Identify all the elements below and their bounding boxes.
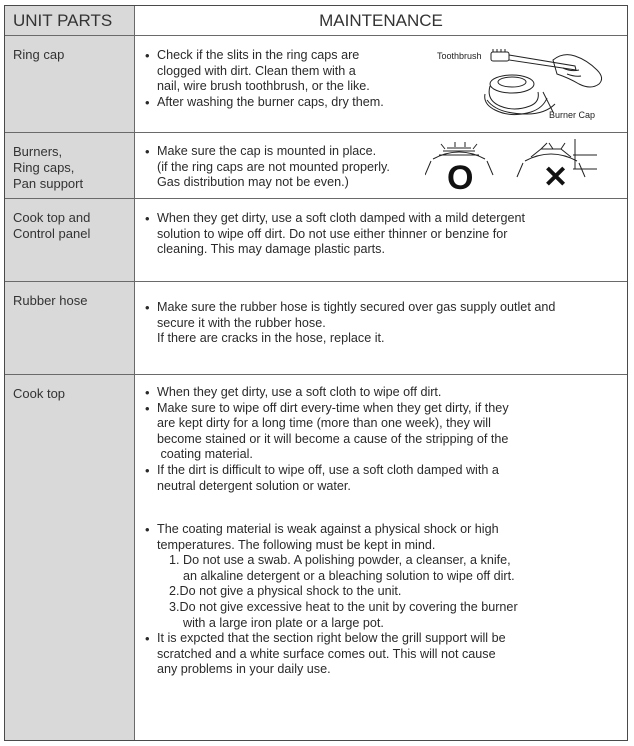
part-label: Cook top and <box>13 210 91 225</box>
maintenance-rubber-hose <box>135 282 627 375</box>
rubber-hose-list <box>141 300 625 347</box>
maintenance-cook-top-control-panel <box>135 199 627 282</box>
numbered-item <box>169 553 621 584</box>
maintenance-cook-top <box>135 375 627 740</box>
part-label: Burners, <box>13 144 63 159</box>
maintenance-ring-cap <box>135 36 627 133</box>
line: If there are cracks in the hose, replace it. <box>157 331 385 346</box>
line: become stained or it will become a cause of the stripping of the <box>157 431 509 446</box>
cook-top-list-b <box>141 522 621 678</box>
list-item <box>141 211 621 258</box>
cap-mounting-illustration <box>425 137 625 195</box>
line: • When they get dirty, use a soft cloth damped with a mild detergent <box>157 211 525 225</box>
line: cleaning. This may damage plastic parts. <box>157 242 385 257</box>
line: • It is expcted that the section right below the grill support will be <box>157 631 506 646</box>
toothbrush-label: Toothbrush <box>437 51 482 61</box>
line: temperatures. The following must be kept in mind. <box>157 537 436 552</box>
ring-cap-list <box>141 48 441 110</box>
part-label: Pan support <box>13 176 84 191</box>
part-label: Ring caps, <box>13 160 75 175</box>
line: • The coating material is weak against a physical shock or high <box>157 522 499 536</box>
header-maintenance <box>135 6 627 36</box>
line: 2.Do not give a physical shock to the unit. <box>169 584 402 599</box>
maintenance-burners <box>135 133 627 199</box>
line: coating material. <box>157 447 253 462</box>
maintenance-table <box>4 5 628 741</box>
list-item <box>141 522 621 631</box>
header-unit-parts <box>5 6 135 36</box>
line: any problems in your daily use. <box>157 662 331 677</box>
line: 3.Do not give excessive heat to the unit by covering the burner <box>169 599 518 614</box>
line: • Make sure the rubber hose is tightly secured over gas supply outlet and <box>157 300 556 314</box>
burners-list <box>141 144 441 191</box>
part-rubber-hose <box>5 282 135 375</box>
line: clogged with dirt. Clean them with a <box>157 63 356 78</box>
line: with a large iron plate or a large pot. <box>169 615 384 630</box>
part-label: Cook top <box>13 386 66 401</box>
line: scratched and a white surface comes out. This will not cause <box>157 646 496 661</box>
numbered-item <box>169 584 621 600</box>
part-label: Ring cap <box>13 47 65 62</box>
list-item <box>141 385 621 401</box>
cook-top-control-list <box>141 211 621 258</box>
line: an alkaline detergent or a bleaching solution to wipe off dirt. <box>169 568 515 583</box>
cook-top-list-a <box>141 385 621 494</box>
wrong-mark-icon: ✕ <box>543 161 569 194</box>
part-label: Control panel <box>13 226 91 241</box>
burner-cap-label: Burner Cap <box>549 110 596 120</box>
part-burners <box>5 133 135 199</box>
line: • After washing the burner caps, dry them. <box>157 94 384 109</box>
coating-precautions-list <box>157 553 621 631</box>
line: • Make sure the cap is mounted in place. <box>157 144 377 158</box>
list-item <box>141 401 621 463</box>
toothbrush-cleaning-illustration <box>435 42 625 127</box>
line: 1. Do not use a swab. A polishing powder, a cleanser, a knife, <box>169 553 511 568</box>
line: • When they get dirty, use a soft cloth to wipe off dirt. <box>157 385 442 399</box>
line: Gas distribution may not be even.) <box>157 175 349 190</box>
list-item <box>141 463 621 494</box>
part-cook-top <box>5 375 135 740</box>
part-cook-top-control-panel <box>5 199 135 282</box>
header-unit-parts-label: UNIT PARTS <box>13 10 113 30</box>
correct-mark-icon: O <box>447 159 474 197</box>
line: • Make sure to wipe off dirt every-time when they get dirty, if they <box>157 400 509 415</box>
list-item <box>141 95 441 111</box>
line: (if the ring caps are not mounted properly. <box>157 159 390 174</box>
line: are kept dirty for a long time (more than one week), they will <box>157 416 491 431</box>
list-item <box>141 144 441 191</box>
line: neutral detergent solution or water. <box>157 478 351 493</box>
header-maintenance-label: MAINTENANCE <box>319 10 443 30</box>
list-item <box>141 631 621 678</box>
line: nail, wire brush toothbrush, or the like. <box>157 79 370 94</box>
list-item <box>141 300 625 347</box>
part-label: Rubber hose <box>13 293 88 308</box>
line: secure it with the rubber hose. <box>157 315 326 330</box>
line: solution to wipe off dirt. Do not use either thinner or benzine for <box>157 226 508 241</box>
toothbrush-hand-icon <box>435 42 625 127</box>
part-ring-cap <box>5 36 135 133</box>
line: • Check if the slits in the ring caps are <box>157 48 360 62</box>
list-item <box>141 48 441 95</box>
numbered-item <box>169 600 621 631</box>
line: • If the dirt is difficult to wipe off, use a soft cloth damped with a <box>157 462 499 477</box>
